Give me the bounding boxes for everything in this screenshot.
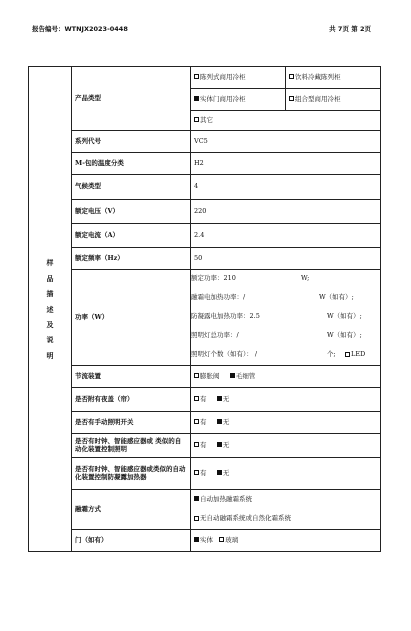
field-label: 额定频率（Hz） [72,248,191,270]
checkbox-icon[interactable] [289,74,294,79]
option-label: 组合型商用冷柜 [295,94,341,103]
option-label: 饮料冷藏陈列柜 [295,72,341,81]
defrost-row-1 [29,490,381,510]
field-value: 4 [191,175,381,200]
throttle-row [29,366,381,388]
option-label: 有 [200,468,207,477]
section-label-char: 及 [46,319,54,329]
section-label-char: 品 [46,273,54,283]
sample-description-table [28,66,381,552]
checkbox-icon[interactable] [194,373,199,378]
door-label: 门（如有） [72,530,191,552]
climate-row [29,175,381,200]
power-text: 照明灯总功率：/ [191,331,239,339]
power-text: 照明灯个数（如有）： / [191,350,258,358]
power-unit: W; [301,274,310,282]
page-header [28,24,371,36]
field-value: VC5 [191,131,381,153]
door-options [191,530,381,552]
section-label-char: 述 [46,304,54,314]
field-label: 额定电流（A） [72,224,191,248]
manual-light-options [191,412,381,434]
power-text: 防凝露电加热功率：2.5 [191,312,260,320]
checkbox-icon[interactable] [194,470,199,475]
option-label: 毛细管 [235,371,256,380]
option-label: 自动加热融霜系统 [200,494,252,503]
power-note: LED [351,350,366,358]
power-text: 融霜电加热功率：/ [191,293,246,301]
current-row [29,224,381,248]
voltage-row [29,200,381,224]
section-label [29,67,72,552]
option-label: 无 [222,468,230,477]
page-count: 共 7页 第 2页 [329,25,371,33]
field-value: 50 [191,248,381,270]
field-value: 2.4 [191,224,381,248]
auto-light-label: 是否有时钟、智能感应器或 类似的自动化装置控制照明 [72,434,191,458]
auto-heater-options [191,458,381,490]
option-cell [286,89,381,111]
checkbox-icon[interactable] [194,419,199,424]
option-label: 无自动融霜系统或自然化霜系统 [200,514,291,523]
checkbox-icon[interactable] [289,96,294,101]
option-cell [191,89,286,111]
power-line [191,327,380,346]
checkbox-icon[interactable] [194,74,199,79]
checkbox-icon[interactable] [194,516,199,521]
checkbox-checked-icon[interactable] [230,373,235,378]
option-cell [191,111,381,131]
checkbox-icon[interactable] [345,352,350,357]
option-label: 无 [222,440,230,449]
option-label: 其它 [200,115,213,124]
field-label: 系列代号 [72,131,191,153]
power-unit: W（如有）; [327,312,362,320]
manual-light-row [29,412,381,434]
throttle-options [191,366,381,388]
product-type-label: 产品类型 [72,67,191,131]
checkbox-checked-icon[interactable] [217,442,222,447]
option-cell [191,67,286,89]
option-label: 实体门商用冷柜 [200,94,246,103]
defrost-label: 融霜方式 [72,490,191,530]
series-row [29,131,381,153]
power-line [191,270,380,289]
temp-class-row [29,153,381,175]
power-values [191,270,381,366]
power-unit: W（如有）; [319,293,354,301]
checkbox-checked-icon[interactable] [194,496,199,501]
night-cover-row [29,388,381,412]
section-label-char: 明 [46,350,54,360]
checkbox-icon[interactable] [194,396,199,401]
frequency-row [29,248,381,270]
field-value: 220 [191,200,381,224]
throttle-label: 节流装置 [72,366,191,388]
power-row [29,270,381,366]
section-label-char: 说 [46,335,54,345]
checkbox-icon[interactable] [219,537,224,542]
defrost-option [191,510,381,530]
section-label-char: 描 [46,289,54,299]
power-unit: W（如有）; [327,331,362,339]
field-label: 额定电压（V） [72,200,191,224]
checkbox-checked-icon[interactable] [217,419,222,424]
defrost-option [191,490,381,510]
auto-light-row [29,434,381,458]
option-label: 玻璃 [225,535,239,544]
option-label: 陈列式商用冷柜 [200,72,246,81]
option-label: 实体 [200,535,213,544]
option-label: 有 [200,394,207,403]
field-value: H2 [191,153,381,175]
power-unit: 个; [327,350,336,358]
auto-light-options [191,434,381,458]
product-type-row-1 [29,67,381,89]
manual-light-label: 是否有手动照明开关 [72,412,191,434]
option-label: 无 [222,394,230,403]
checkbox-icon[interactable] [194,442,199,447]
door-row [29,530,381,552]
option-label: 有 [200,417,207,426]
option-label: 无 [222,417,230,426]
option-label: 膨胀阀 [200,371,220,380]
auto-heater-row [29,458,381,490]
option-cell [286,67,381,89]
option-label: 有 [200,440,207,449]
power-label: 功率（W） [72,270,191,366]
checkbox-checked-icon[interactable] [194,537,199,542]
report-number: 报告编号：WTNJX2023-0448 [32,25,128,33]
checkbox-checked-icon[interactable] [217,470,222,475]
auto-heater-label: 是否有时钟、智能感应器或类似的自动化装置控制防凝露加热器 [72,458,191,490]
night-cover-options [191,388,381,412]
night-cover-label: 是否附有夜盖（帘） [72,388,191,412]
power-line [191,308,380,327]
power-line [191,346,380,365]
power-text: 额定功率：210 [191,274,236,282]
checkbox-checked-icon[interactable] [194,96,199,101]
power-line [191,289,380,308]
field-label: M-包的温度分类 [72,153,191,175]
checkbox-checked-icon[interactable] [217,396,222,401]
checkbox-icon[interactable] [194,117,199,122]
field-label: 气候类型 [72,175,191,200]
section-label-char: 样 [46,258,54,268]
